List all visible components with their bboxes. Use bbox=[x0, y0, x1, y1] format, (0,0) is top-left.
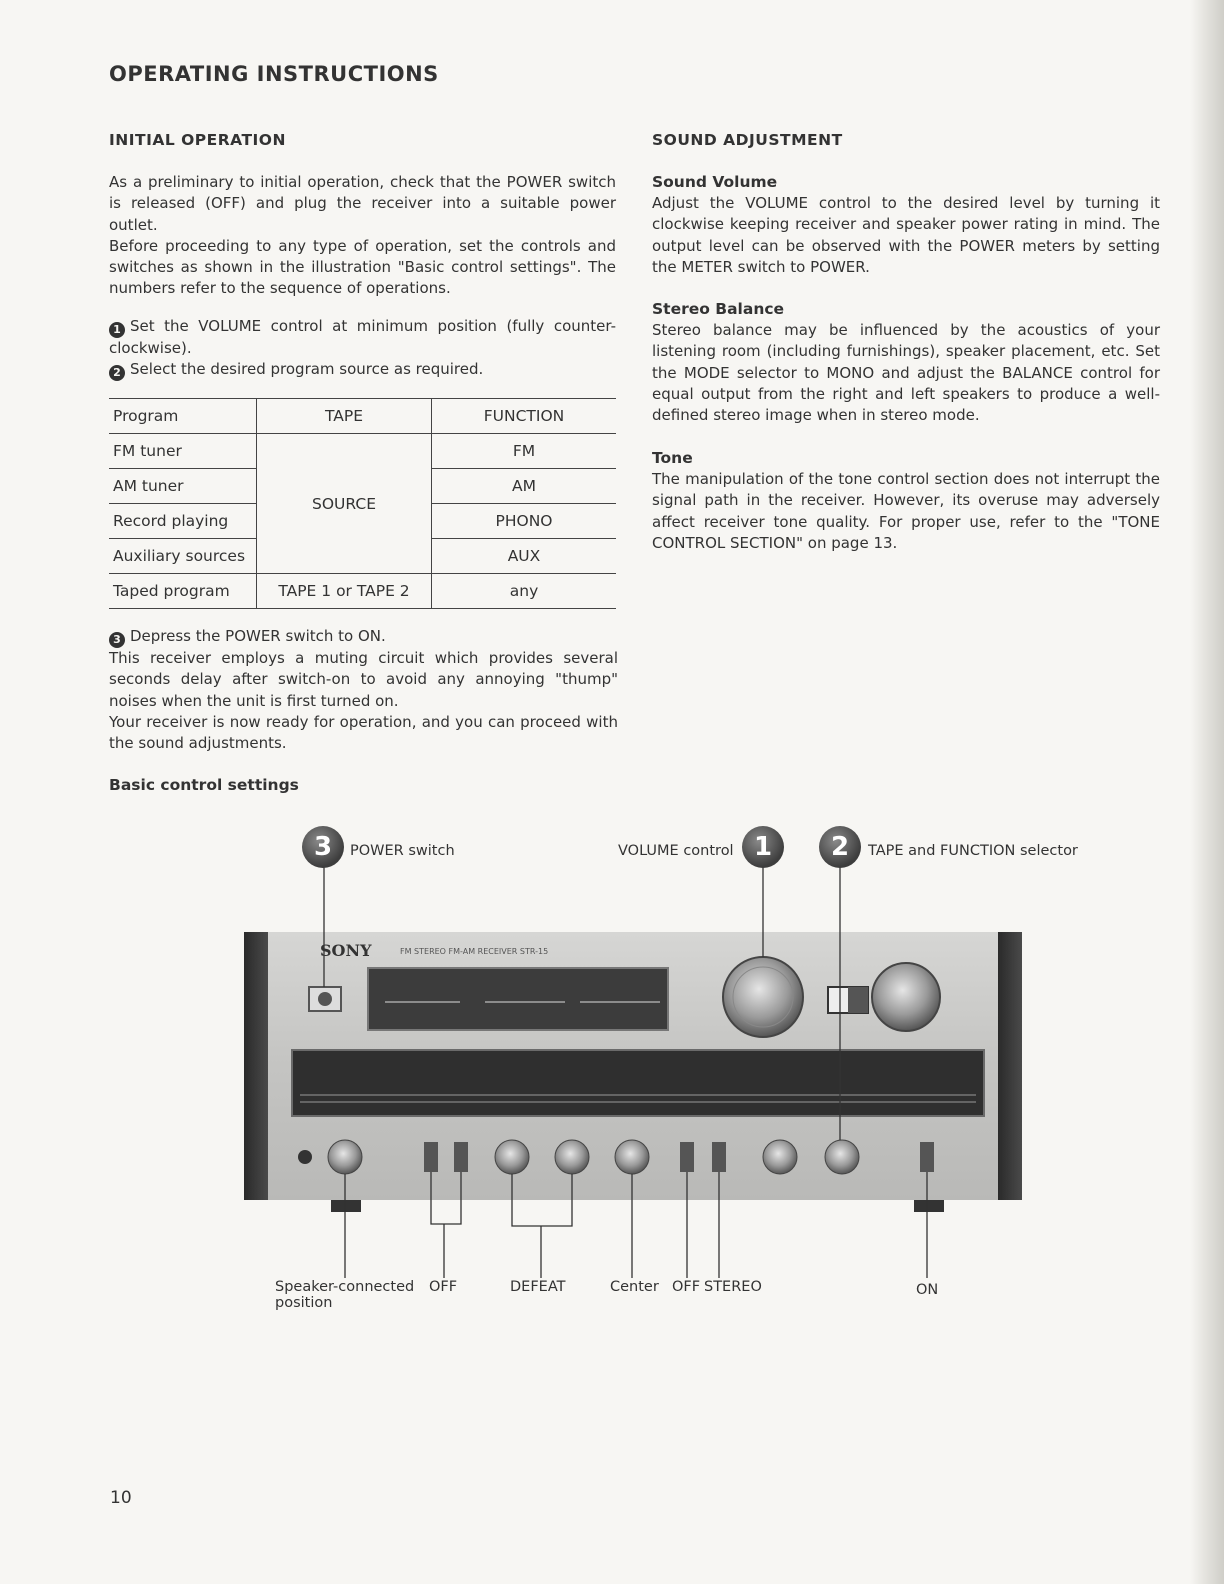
label-volume-control: VOLUME control bbox=[618, 843, 734, 859]
volume-knob bbox=[723, 957, 803, 1037]
label-position: position bbox=[275, 1295, 333, 1311]
tape-knob bbox=[763, 1140, 797, 1174]
label-tape-function-selector: TAPE and FUNCTION selector bbox=[868, 843, 1078, 859]
headphone-jack bbox=[298, 1150, 312, 1164]
step-2-text: Select the desired program source as required. bbox=[130, 360, 484, 379]
sound-adjustment-heading: SOUND ADJUSTMENT bbox=[652, 131, 843, 149]
model-text: FM STEREO FM-AM RECEIVER STR-15 bbox=[400, 947, 549, 956]
brand-logo: SONY bbox=[320, 941, 372, 960]
mode-switch bbox=[712, 1142, 726, 1172]
table-header: Program bbox=[109, 399, 257, 434]
label-stereo: STEREO bbox=[704, 1279, 762, 1295]
filter-switch bbox=[424, 1142, 438, 1172]
bass-knob bbox=[495, 1140, 529, 1174]
label-defeat: DEFEAT bbox=[510, 1279, 566, 1295]
balance-knob bbox=[615, 1140, 649, 1174]
table-cell: TAPE 1 or TAPE 2 bbox=[257, 574, 432, 609]
receiver-foot bbox=[914, 1200, 944, 1212]
sound-volume-heading: Sound Volume bbox=[652, 173, 778, 191]
tuning-dial-window bbox=[292, 1050, 984, 1116]
tone-heading: Tone bbox=[652, 449, 693, 467]
sound-volume-text: Adjust the VOLUME control to the desired level by turning it clockwise keeping receiver and speaker power rating in mind. The output level can be observed with the POWER meters by setting the METER switch to POWER. bbox=[652, 194, 1160, 276]
page-title: OPERATING INSTRUCTIONS bbox=[109, 62, 439, 86]
table-cell: AUX bbox=[432, 539, 617, 574]
table-cell: any bbox=[432, 574, 617, 609]
table-cell: Taped program bbox=[109, 574, 257, 609]
table-cell: PHONO bbox=[432, 504, 617, 539]
label-on: ON bbox=[916, 1282, 939, 1298]
table-cell: Record playing bbox=[109, 504, 257, 539]
table-cell: AM tuner bbox=[109, 469, 257, 504]
basic-settings-heading: Basic control settings bbox=[109, 776, 299, 794]
callout-2: 2 bbox=[819, 826, 861, 868]
callout-1: 1 bbox=[742, 826, 784, 868]
label-center: Center bbox=[610, 1279, 659, 1295]
stereo-balance-text: Stereo balance may be influenced by the acoustics of your listening room (including furnishings), speaker placement, etc. Set the MODE selector to MONO and adjust the BALANCE control for equal output from the right and left speakers to produce a well-defined stereo image when in stereo mode. bbox=[652, 321, 1160, 425]
table-cell: Auxiliary sources bbox=[109, 539, 257, 574]
power-button bbox=[318, 992, 332, 1006]
muting-paragraph: This receiver employs a muting circuit which provides several seconds delay after switch-on to avoid any annoying "thump" noises when the unit is first turned on. bbox=[109, 649, 618, 710]
label-power-switch: POWER switch bbox=[350, 843, 455, 859]
step-2-number: 2 bbox=[109, 365, 125, 381]
filter-switch bbox=[454, 1142, 468, 1172]
callout-3: 3 bbox=[302, 826, 344, 868]
step-3-text: Depress the POWER switch to ON. bbox=[130, 627, 386, 645]
table-header: FUNCTION bbox=[432, 399, 617, 434]
ready-paragraph: Your receiver is now ready for operation, and you can proceed with the sound adjustments. bbox=[109, 712, 618, 753]
intro-paragraph-2: Before proceeding to any type of operation, set the controls and switches as shown in the illustration "Basic control settings". The numbers refer to the sequence of operations. bbox=[109, 236, 616, 298]
meter-window bbox=[368, 968, 668, 1030]
stereo-balance-heading: Stereo Balance bbox=[652, 300, 785, 318]
step-3-number: 3 bbox=[109, 632, 125, 648]
function-knob bbox=[825, 1140, 859, 1174]
receiver-side-left bbox=[244, 932, 268, 1200]
label-speaker-connected: Speaker-connected bbox=[275, 1279, 415, 1295]
table-cell: AM bbox=[432, 469, 617, 504]
step-1-text: Set the VOLUME control at minimum position (fully counter-clockwise). bbox=[109, 317, 616, 357]
loudness-switch bbox=[680, 1142, 694, 1172]
intro-paragraph-1: As a preliminary to initial operation, check that the POWER switch is released (OFF) and plug the receiver into a suitable power outlet. bbox=[109, 173, 616, 234]
receiver-foot bbox=[331, 1200, 361, 1212]
fm-muting-switch bbox=[920, 1142, 934, 1172]
table-cell-source: SOURCE bbox=[257, 434, 432, 574]
label-off-filter: OFF bbox=[429, 1279, 458, 1295]
table-cell: FM tuner bbox=[109, 434, 257, 469]
speakers-knob bbox=[328, 1140, 362, 1174]
initial-operation-heading: INITIAL OPERATION bbox=[109, 131, 286, 149]
page-number: 10 bbox=[110, 1488, 132, 1508]
table-header: TAPE bbox=[257, 399, 432, 434]
treble-knob bbox=[555, 1140, 589, 1174]
receiver-side-right bbox=[998, 932, 1022, 1200]
table-cell: FM bbox=[432, 434, 617, 469]
label-off-loudness: OFF bbox=[672, 1279, 701, 1295]
tuning-knob bbox=[872, 963, 940, 1031]
step-1-number: 1 bbox=[109, 322, 125, 338]
tone-text: The manipulation of the tone control section does not interrupt the signal path in the receiver. However, its overuse may adversely affect receiver tone quality. For proper use, refer to the "TONE CONTROL SECTION" on page 13. bbox=[652, 470, 1160, 552]
